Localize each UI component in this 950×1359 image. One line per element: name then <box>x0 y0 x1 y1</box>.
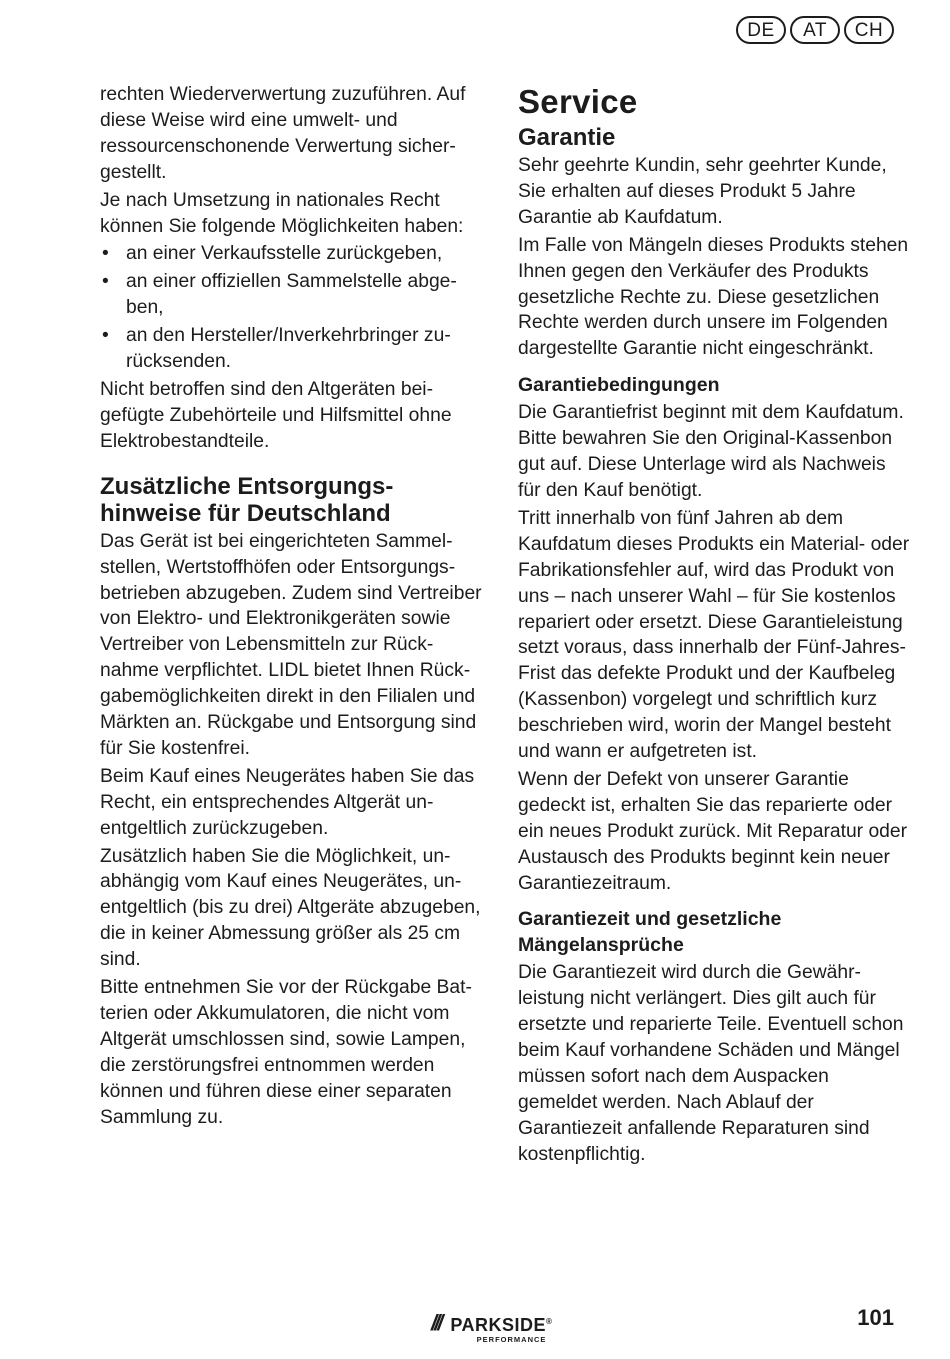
paragraph: Beim Kauf eines Neugerätes haben Sie das Recht, ein entsprechendes Altgerät unentgeltlich zurückzugeben. <box>100 765 475 839</box>
subsection-heading: Garantiebedingungen <box>518 374 720 397</box>
section-heading: Garantie <box>518 124 616 151</box>
logo-slashes-icon: /// <box>431 1310 441 1335</box>
list-item: • an den Hersteller/Inverkehrbringer zurücksenden. <box>100 323 485 375</box>
paragraph: Im Falle von Mängeln dieses Produkts stehen Ihnen gegen den Verkäufer des Produkts gesetzliche Rechte zu. Diese gesetzlichen Rechte werden durch unsere im Folgenden dargestellte Garantie nicht eingeschränkt. <box>518 234 909 360</box>
trademark-mark: ® <box>546 1317 553 1326</box>
paragraph: Sehr geehrte Kundin, sehr geehrter Kunde, Sie erhalten auf dieses Produkt 5 Jahre Garantie ab Kaufdatum. <box>518 155 887 228</box>
right-column <box>518 82 910 1170</box>
paragraph: Je nach Umsetzung in nationales Recht können Sie folgende Möglichkeiten haben: <box>100 189 464 237</box>
list-item: • an einer Verkaufsstelle zurückgeben, <box>100 241 485 267</box>
section-heading: Zusätzliche Entsorgungshinweise für Deutschland <box>100 472 394 527</box>
paragraph: Wenn der Defekt von unserer Garantie gedeckt ist, erhalten Sie das reparierte oder ein neues Produkt zurück. Mit Reparatur oder Austausch des Produkts beginnt kein neuer Garantiezeitraum. <box>518 768 908 894</box>
list-item: • an einer offiziellen Sammelstelle abgeben, <box>100 269 485 321</box>
brand-subline: PERFORMANCE <box>476 1335 547 1344</box>
paragraph: rechten Wiederverwertung zuzuführen. Auf diese Weise wird eine umwelt- und ressourcenschonende Verwertung sichergestellt. <box>100 84 466 183</box>
country-badge-de: DE <box>736 16 786 44</box>
paragraph: Bitte entnehmen Sie vor der Rückgabe Batterien oder Akkumulatoren, die nicht vom Altgerät umschlossen sind, sowie Lampen, die zerstörungsfrei entnommen werden können und führen diese einer separaten Sammlung zu. <box>100 977 472 1128</box>
paragraph: Das Gerät ist bei eingerichteten Sammelstellen, Wertstoffhöfen oder Entsorgungsbetrieben abzugeben. Zudem sind Vertreiber von Elektro- und Elektronikgeräten sowie Vertreiber von Lebensmitteln zur Rücknahme verpflichtet. LIDL bietet Ihnen Rückgabemöglichkeiten direkt in den Filialen und Märkten an. Rückgabe und Entsorgung sind für Sie kostenfrei. <box>100 530 482 759</box>
subsection-heading: Garantiezeit und gesetzliche Mängelansprüche <box>518 908 782 957</box>
country-badge-at: AT <box>790 16 840 44</box>
page-title: Service <box>518 83 638 120</box>
paragraph: Nicht betroffen sind den Altgeräten beigefügte Zubehörteile und Hilfsmittel ohne Elektrobestandteile. <box>100 378 452 452</box>
bullet-list <box>100 241 485 375</box>
paragraph: Die Garantiefrist beginnt mit dem Kaufdatum. Bitte bewahren Sie den Original-Kassenbon gut auf. Diese Unterlage wird als Nachweis für den Kauf benötigt. <box>518 402 904 501</box>
brand-name: PARKSIDE <box>450 1315 547 1335</box>
paragraph: Zusätzlich haben Sie die Möglichkeit, unabhängig vom Kauf eines Neugerätes, unentgeltlich (bis zu drei) Altgeräte abzugeben, die in keiner Abmessung größer als 25 cm sind. <box>100 845 481 971</box>
country-badges <box>736 16 894 44</box>
parkside-logo <box>431 1312 552 1344</box>
left-column <box>100 82 485 1133</box>
paragraph: Die Garantiezeit wird durch die Gewährleistung nicht verlängert. Dies gilt auch für ersetzte und reparierte Teile. Eventuell schon beim Kauf vorhandene Schäden und Mängel müssen sofort nach dem Auspacken gemeldet werden. Nach Ablauf der Garantiezeit anfallende Reparaturen sind kostenpflichtig. <box>518 962 904 1165</box>
page-number: 101 <box>857 1305 894 1330</box>
country-badge-ch: CH <box>844 16 894 44</box>
paragraph: Tritt innerhalb von fünf Jahren ab dem Kaufdatum dieses Produkts ein Material- oder Fabrikationsfehler auf, wird das Produkt von uns – nach unserer Wahl – für Sie kostenlos repariert oder ersetzt. Diese Garantieleistung setzt voraus, dass innerhalb der Fünf-Jahres-Frist das defekte Produkt und der Kaufbeleg (Kassenbon) vorgelegt und schriftlich kurz beschrieben wird, worin der Mangel besteht und wann er aufgetreten ist. <box>518 507 910 763</box>
